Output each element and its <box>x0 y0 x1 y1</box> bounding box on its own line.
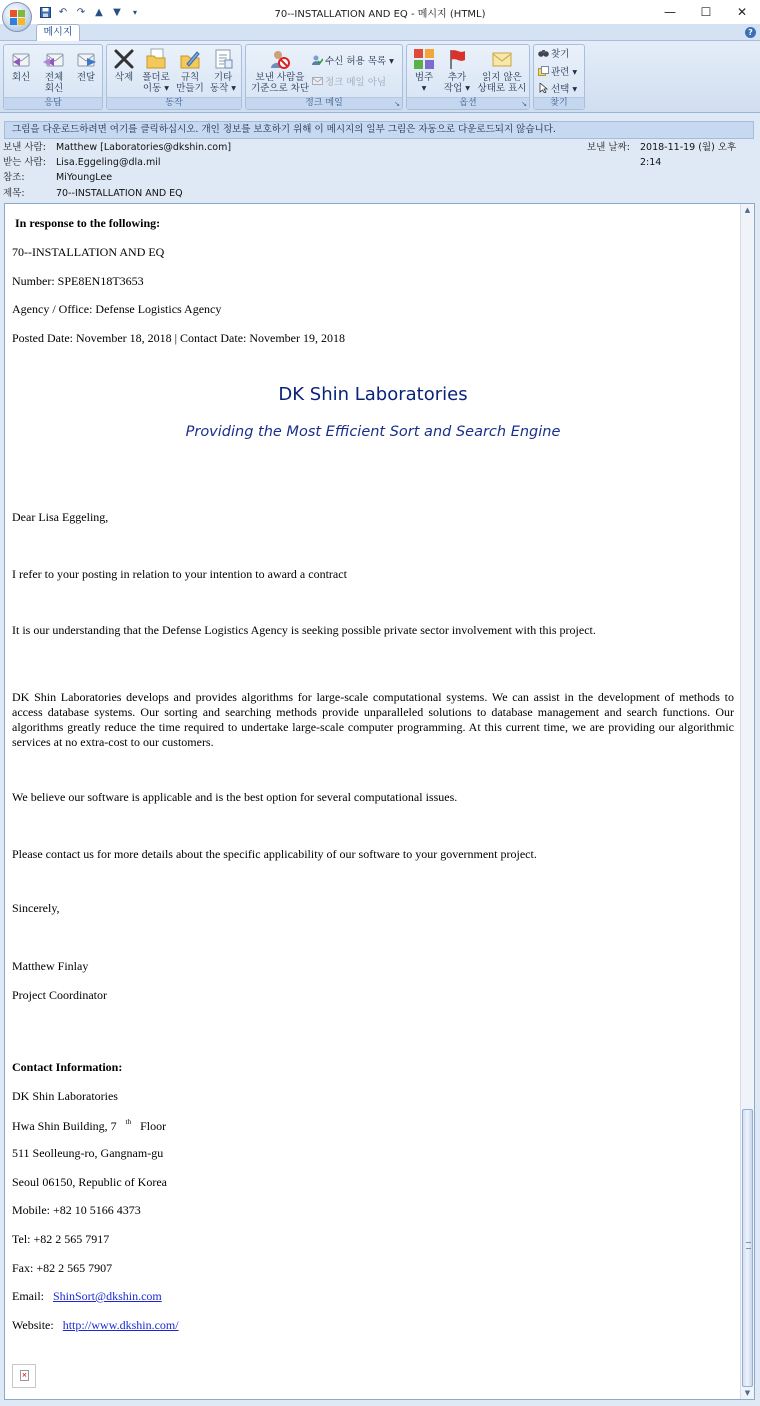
contact-fax: Fax: +82 2 565 7907 <box>12 1261 113 1275</box>
create-rule-button[interactable]: 규칙 만들기 <box>175 48 205 94</box>
to-row <box>0 155 760 170</box>
delete-icon <box>113 48 135 70</box>
binoculars-icon <box>538 48 549 58</box>
contact-address-2: 511 Seolleung-ro, Gangnam-gu <box>12 1146 164 1160</box>
paragraph-1: I refer to your posting in relation to your intention to award a contract <box>12 567 347 581</box>
forward-button[interactable]: 전달 <box>71 48 101 83</box>
broken-image-icon[interactable]: × <box>12 1364 36 1388</box>
move-to-folder-button[interactable]: 폴더로 이동 ▾ <box>141 48 171 94</box>
office-button[interactable] <box>2 2 32 32</box>
subject-value: 70--INSTALLATION AND EQ <box>56 188 183 199</box>
contact-tel: Tel: +82 2 565 7917 <box>12 1232 110 1246</box>
forward-icon <box>75 48 97 70</box>
block-sender-icon <box>269 48 291 70</box>
scroll-up-icon[interactable]: ▲ <box>744 206 751 214</box>
posting-number: Number: SPE8EN18T3653 <box>12 274 144 288</box>
contact-mobile: Mobile: +82 10 5166 4373 <box>12 1203 141 1217</box>
contact-address-1: Hwa Shin Building, 7 $^{th}$ Floor <box>12 1118 167 1133</box>
reply-all-icon <box>43 48 65 70</box>
related-icon <box>538 66 549 76</box>
title-bar <box>0 0 760 24</box>
categorize-button[interactable]: 범주 ▾ <box>409 48 439 94</box>
reply-all-button[interactable]: 전체 회신 <box>39 48 69 94</box>
office-logo-icon <box>10 10 25 25</box>
contact-heading: Contact Information: <box>12 1060 123 1074</box>
undo-icon[interactable]: ↶ <box>58 6 68 18</box>
posting-title: 70--INSTALLATION AND EQ <box>12 245 165 259</box>
sent-label: 보낸 날짜: <box>587 142 630 153</box>
message-body[interactable] <box>4 203 755 1400</box>
ribbon <box>0 41 760 113</box>
paragraph-2: It is our understanding that the Defense Logistics Agency is seeking possible private sector involvement with this project. <box>12 623 596 637</box>
junk-dialog-launcher-icon[interactable]: ↘ <box>394 100 400 108</box>
junk-mail-group-label: 정크 메일 <box>246 97 402 109</box>
categorize-icon <box>413 48 435 70</box>
website-link[interactable]: http://www.dkshin.com/ <box>62 1318 179 1332</box>
follow-up-flag-icon <box>446 48 468 70</box>
previous-item-icon[interactable]: ▲ <box>95 6 103 18</box>
greeting: Dear Lisa Eggeling, <box>12 510 109 524</box>
scrollbar-thumb[interactable] <box>742 1109 753 1387</box>
brand-title: DK Shin Laboratories <box>278 384 468 405</box>
window-title: 70--INSTALLATION AND EQ - 메시지 (HTML) <box>274 9 486 20</box>
other-actions-icon <box>212 48 234 70</box>
cc-value[interactable]: MiYoungLee <box>56 172 113 183</box>
contact-company: DK Shin Laboratories <box>12 1089 118 1103</box>
not-junk-icon <box>312 76 323 86</box>
cc-row <box>0 170 760 185</box>
paragraph-4: We believe our software is applicable and is the best option for several computational issues. <box>12 790 458 804</box>
close-button[interactable]: ✕ <box>736 5 748 19</box>
junk-mail-group <box>245 44 403 110</box>
cursor-icon <box>538 83 549 93</box>
maximize-button[interactable]: ☐ <box>700 5 712 19</box>
delete-button[interactable]: 삭제 <box>109 48 139 83</box>
block-sender-button[interactable]: 보낸 사람을 기준으로 차단 <box>250 48 310 94</box>
minimize-button[interactable]: — <box>664 5 676 19</box>
follow-up-button[interactable]: 추가 작업 ▾ <box>442 48 472 94</box>
signer-name: Matthew Finlay <box>12 959 89 973</box>
options-dialog-launcher-icon[interactable]: ↘ <box>521 100 527 108</box>
download-pictures-infobar[interactable]: 그림을 다운로드하려면 여기를 클릭하십시오. 개인 정보를 보호하기 위해 이 메시지의 일부 그림은 자동으로 다운로드되지 않습니다. <box>4 121 754 139</box>
reply-button[interactable]: 회신 <box>6 48 36 83</box>
find-group <box>533 44 585 110</box>
to-value[interactable]: Lisa.Eggeling@dla.mil <box>56 157 161 168</box>
response-heading: In response to the following: <box>15 216 161 230</box>
actions-group-label: 동작 <box>107 97 241 109</box>
respond-group <box>3 44 103 110</box>
safe-list-button[interactable]: 수신 허용 목록 ▾ <box>312 55 394 68</box>
from-value[interactable]: Matthew [Laboratories@dkshin.com] <box>56 142 232 153</box>
not-junk-button[interactable]: 정크 메일 아님 <box>312 76 386 89</box>
sent-value: 2018-11-19 (월) 오후 2:14 <box>640 142 737 168</box>
ribbon-tab-bar <box>0 24 760 41</box>
mark-unread-button[interactable]: 읽지 않은 상태로 표시 <box>477 48 527 94</box>
subject-row <box>0 186 760 201</box>
redo-icon[interactable]: ↷ <box>76 6 86 18</box>
paragraph-5: Please contact us for more details about the specific applicability of our software to your government project. <box>12 847 537 861</box>
vertical-scrollbar[interactable] <box>740 204 754 1399</box>
closing: Sincerely, <box>12 901 60 915</box>
contact-website-row: Website: http://www.dkshin.com/ <box>12 1318 179 1332</box>
respond-group-label: 응답 <box>4 97 102 109</box>
to-label: 받는 사람: <box>3 157 46 168</box>
find-button[interactable]: 찾기 <box>538 48 569 61</box>
reply-icon <box>10 48 32 70</box>
options-group <box>406 44 530 110</box>
posting-agency: Agency / Office: Defense Logistics Agency <box>12 302 222 316</box>
customize-qat-icon[interactable]: ▾ <box>132 7 137 17</box>
other-actions-button[interactable]: 기타 동작 ▾ <box>208 48 238 94</box>
safe-list-icon <box>312 55 323 65</box>
from-label: 보낸 사람: <box>3 142 46 153</box>
options-group-label: 옵션 <box>407 97 529 109</box>
move-folder-icon <box>145 48 167 70</box>
paragraph-3: DK Shin Laboratories develops and provides algorithms for large-scale computational systems. We can assist in the development of methods to access database systems. Our sorting and searching methods provide unparalleled solutions to database management and search functions. Our algorithms greatly reduce the time required to undertake large-scale computer programming. At this current time, we are providing our algorithmic services at no extra-cost to our customers. <box>12 690 734 749</box>
subject-label: 제목: <box>3 188 25 199</box>
posting-dates: Posted Date: November 18, 2018 | Contact Date: November 19, 2018 <box>12 331 345 345</box>
actions-group <box>106 44 242 110</box>
rules-icon <box>179 48 201 70</box>
mark-unread-icon <box>491 48 513 70</box>
find-group-label: 찾기 <box>534 97 584 109</box>
related-button[interactable]: 관련 ▾ <box>538 66 577 79</box>
contact-address-3: Seoul 06150, Republic of Korea <box>12 1175 167 1189</box>
contact-email-row: Email: ShinSort@dkshin.com <box>12 1289 162 1303</box>
next-item-icon[interactable]: ▼ <box>113 6 121 18</box>
signer-title: Project Coordinator <box>12 988 107 1002</box>
cc-label: 참조: <box>3 172 25 183</box>
scroll-down-icon[interactable]: ▼ <box>744 1389 751 1397</box>
tab-message[interactable]: 메시지 <box>36 24 80 41</box>
select-button[interactable]: 선택 ▾ <box>538 83 577 96</box>
email-link[interactable]: ShinSort@dkshin.com <box>53 1289 162 1303</box>
brand-subtitle: Providing the Most Efficient Sort and Search Engine <box>185 424 561 440</box>
help-icon[interactable]: ? <box>745 27 756 38</box>
